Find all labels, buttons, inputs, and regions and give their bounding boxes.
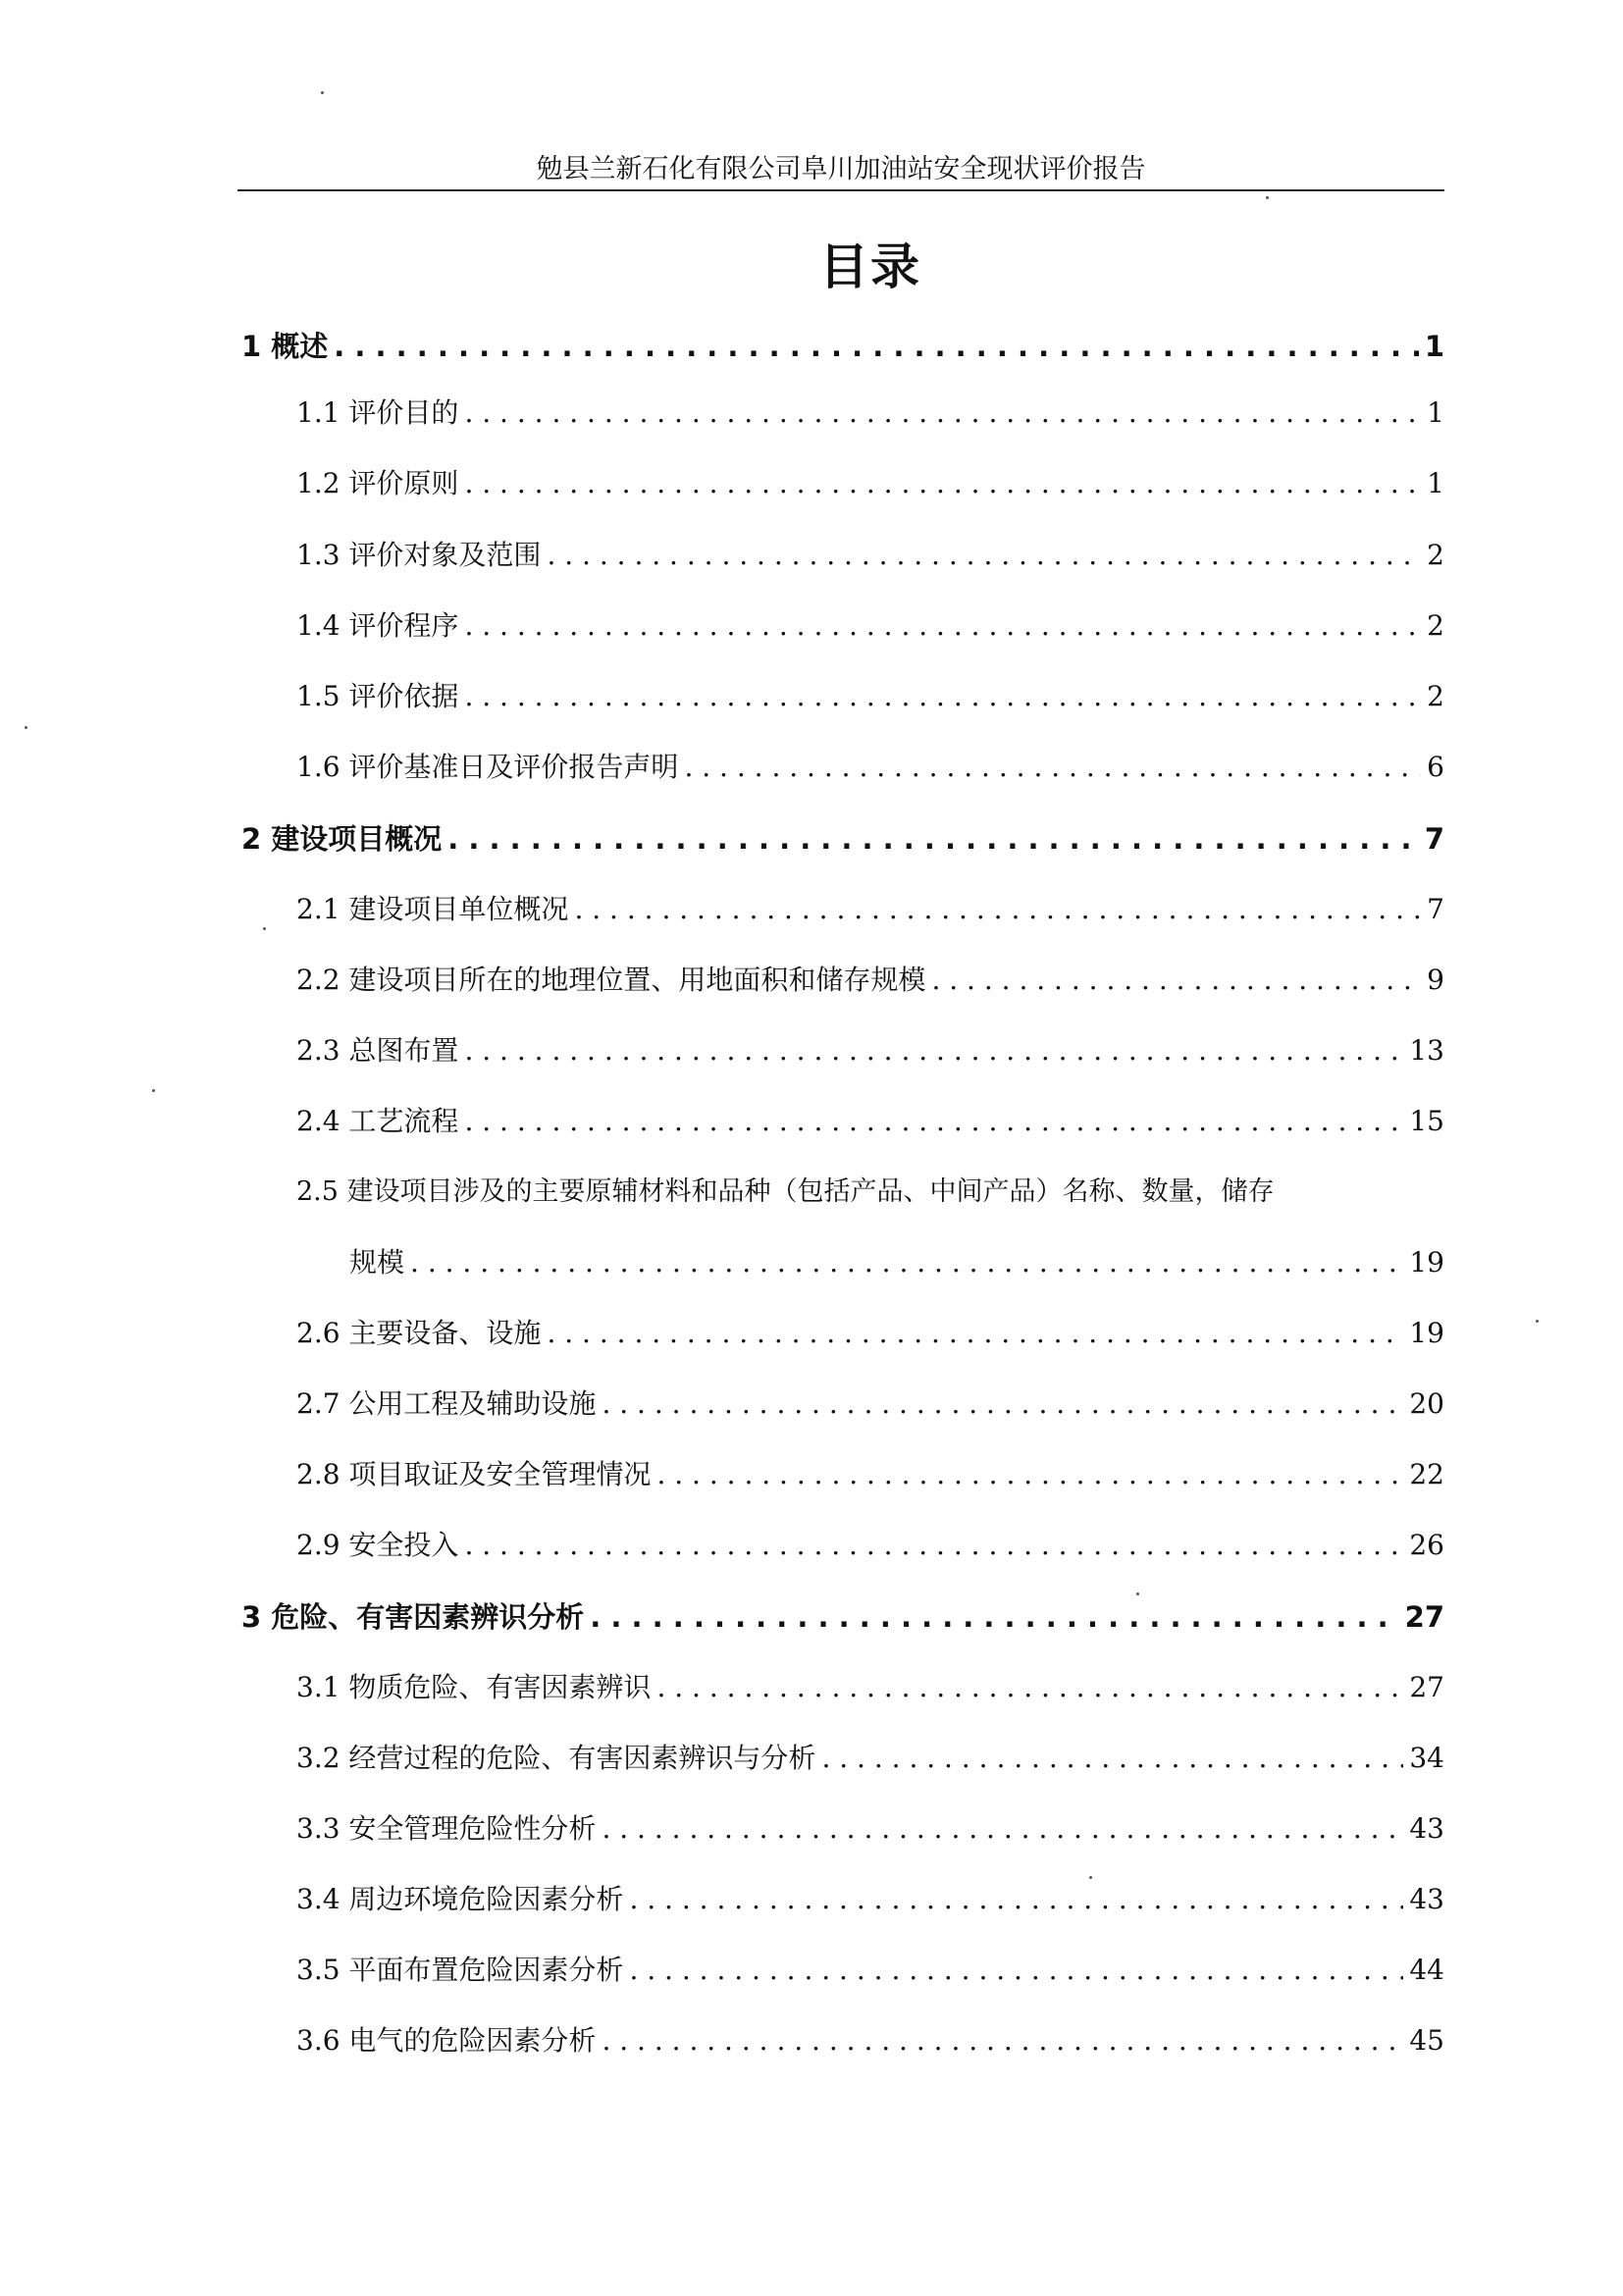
toc-entry-label: 2.9 安全投入 [296, 1529, 459, 1561]
toc-entry-label: 2.7 公用工程及辅助设施 [296, 1387, 597, 1420]
scan-speck [263, 927, 266, 930]
toc-entry-chapter[interactable] [241, 1593, 1444, 1641]
dot-leader [821, 1735, 1403, 1782]
toc-entry-page: 19 [1409, 1317, 1444, 1349]
toc-entry-section[interactable] [296, 957, 1444, 1004]
dot-leader [464, 602, 1421, 650]
toc-entry-section[interactable] [296, 390, 1444, 437]
dot-leader [629, 1947, 1403, 1994]
toc-entry-page: 43 [1409, 1812, 1444, 1845]
toc-entry-label: 2 建设项目概况 [241, 822, 443, 856]
toc-entry-page: 1 [1427, 467, 1444, 499]
toc-entry-page: 22 [1409, 1458, 1444, 1490]
toc-entry-section[interactable] [296, 1381, 1444, 1428]
toc-entry-section[interactable] [296, 1947, 1444, 1994]
toc-entry-section[interactable] [296, 460, 1444, 507]
toc-entry-section[interactable] [296, 1876, 1444, 1923]
toc-entry-section[interactable] [296, 1310, 1444, 1357]
toc-entry-page: 20 [1409, 1387, 1444, 1420]
dot-leader [590, 1593, 1398, 1641]
dot-leader [447, 815, 1419, 862]
toc-entry-label: 3.5 平面布置危险因素分析 [296, 1954, 624, 1986]
toc-entry-label-continued: 规模 [349, 1246, 405, 1278]
toc-title: 目录 [819, 238, 921, 295]
dot-leader [464, 1027, 1403, 1074]
toc-entry-label: 2.1 建设项目单位概况 [296, 893, 569, 925]
toc-entry-label: 3.4 周边环境危险因素分析 [296, 1883, 624, 1915]
toc-entry-label: 1.1 评价目的 [296, 396, 459, 429]
running-header: 勉县兰新石化有限公司阜川加油站安全现状评价报告 [536, 154, 1146, 184]
toc-entry-label: 1.5 评价依据 [296, 680, 459, 712]
toc-entry-page: 2 [1427, 609, 1444, 642]
dot-leader [464, 1098, 1403, 1145]
dot-leader [547, 1310, 1403, 1357]
dot-leader [547, 532, 1421, 579]
toc-entry-section[interactable] [296, 744, 1444, 791]
scan-speck [152, 1089, 155, 1092]
toc-entry-section[interactable] [296, 1098, 1444, 1145]
toc-entry-page: 7 [1427, 893, 1444, 925]
scan-speck [25, 726, 27, 729]
toc-entry-page: 13 [1409, 1034, 1444, 1067]
toc-entry-label: 1 概述 [241, 330, 329, 363]
dot-leader [602, 1381, 1403, 1428]
dot-leader [334, 323, 1419, 370]
toc-entry-label: 1.6 评价基准日及评价报告声明 [296, 751, 679, 783]
toc-entry-label: 2.8 项目取证及安全管理情况 [296, 1458, 652, 1490]
toc-entry-section[interactable] [296, 1664, 1444, 1711]
toc-entry-section[interactable] [296, 532, 1444, 579]
toc-entry-page: 34 [1409, 1742, 1444, 1774]
toc-entry-section[interactable] [296, 1805, 1444, 1852]
toc-entry-page: 2 [1427, 680, 1444, 712]
toc-entry-label: 3.1 物质危险、有害因素辨识 [296, 1671, 652, 1703]
scan-speck [1089, 1876, 1092, 1879]
dot-leader [602, 2017, 1403, 2064]
toc-entry-page: 2 [1427, 539, 1444, 571]
toc-entry-label: 2.5 建设项目涉及的主要原辅材料和品种（包括产品、中间产品）名称、数量，储存 [296, 1176, 1275, 1207]
toc-entry-section[interactable] [296, 2017, 1444, 2064]
dot-leader [574, 886, 1421, 933]
dot-leader [684, 744, 1421, 791]
toc-entry-section[interactable] [296, 1027, 1444, 1074]
toc-entry-label: 1.3 评价对象及范围 [296, 539, 542, 571]
toc-entry-label: 3.2 经营过程的危险、有害因素辨识与分析 [296, 1742, 816, 1774]
toc-entry-label: 3.3 安全管理危险性分析 [296, 1812, 597, 1845]
toc-entry-label: 1.2 评价原则 [296, 467, 459, 499]
toc-entry-label: 1.4 评价程序 [296, 609, 459, 642]
toc-entry-section[interactable] [296, 602, 1444, 650]
dot-leader [464, 390, 1421, 437]
toc-entry-section[interactable] [296, 673, 1444, 720]
toc-entry-page: 27 [1404, 1600, 1444, 1634]
toc-entry-label: 3.6 电气的危险因素分析 [296, 2024, 597, 2057]
dot-leader [602, 1805, 1403, 1852]
toc-entry-label: 3 危险、有害因素辨识分析 [241, 1600, 585, 1634]
dot-leader [464, 673, 1421, 720]
toc-entry-page: 19 [1409, 1246, 1444, 1278]
toc-entry-page: 1 [1427, 396, 1444, 429]
toc-entry-label: 2.2 建设项目所在的地理位置、用地面积和储存规模 [296, 964, 926, 996]
scan-speck [321, 91, 324, 94]
toc-entry-label: 2.6 主要设备、设施 [296, 1317, 542, 1349]
scan-speck [1536, 1320, 1539, 1323]
scan-speck [1136, 1592, 1139, 1595]
dot-leader [931, 957, 1421, 1004]
toc-entry-section[interactable] [296, 1735, 1444, 1782]
toc-entry-label: 2.3 总图布置 [296, 1034, 459, 1067]
toc-entry-section-wrapped[interactable] [296, 1169, 1444, 1216]
toc-entry-page: 44 [1409, 1954, 1444, 1986]
dot-leader [464, 1522, 1403, 1569]
toc-entry-page: 9 [1427, 964, 1444, 996]
header-rule [237, 189, 1444, 191]
dot-leader [656, 1451, 1403, 1498]
toc-entry-page: 27 [1409, 1671, 1444, 1703]
toc-entry-section[interactable] [296, 1522, 1444, 1569]
toc-entry-page: 1 [1424, 330, 1444, 363]
dot-leader [629, 1876, 1403, 1923]
dot-leader [410, 1239, 1403, 1286]
toc-entry-page: 15 [1409, 1105, 1444, 1137]
toc-entry-label: 2.4 工艺流程 [296, 1105, 459, 1137]
toc-entry-section[interactable] [296, 886, 1444, 933]
dot-leader [656, 1664, 1403, 1711]
toc-entry-page: 45 [1409, 2024, 1444, 2057]
toc-entry-page: 6 [1427, 751, 1444, 783]
toc-entry-section-continued[interactable] [349, 1239, 1444, 1286]
toc-entry-section[interactable] [296, 1451, 1444, 1498]
scan-speck [1266, 196, 1269, 199]
toc-entry-chapter[interactable] [241, 323, 1444, 370]
toc-entry-page: 43 [1409, 1883, 1444, 1915]
dot-leader [464, 460, 1421, 507]
toc-entry-chapter[interactable] [241, 815, 1444, 862]
toc-entry-page: 7 [1424, 822, 1444, 856]
toc-entry-page: 26 [1409, 1529, 1444, 1561]
